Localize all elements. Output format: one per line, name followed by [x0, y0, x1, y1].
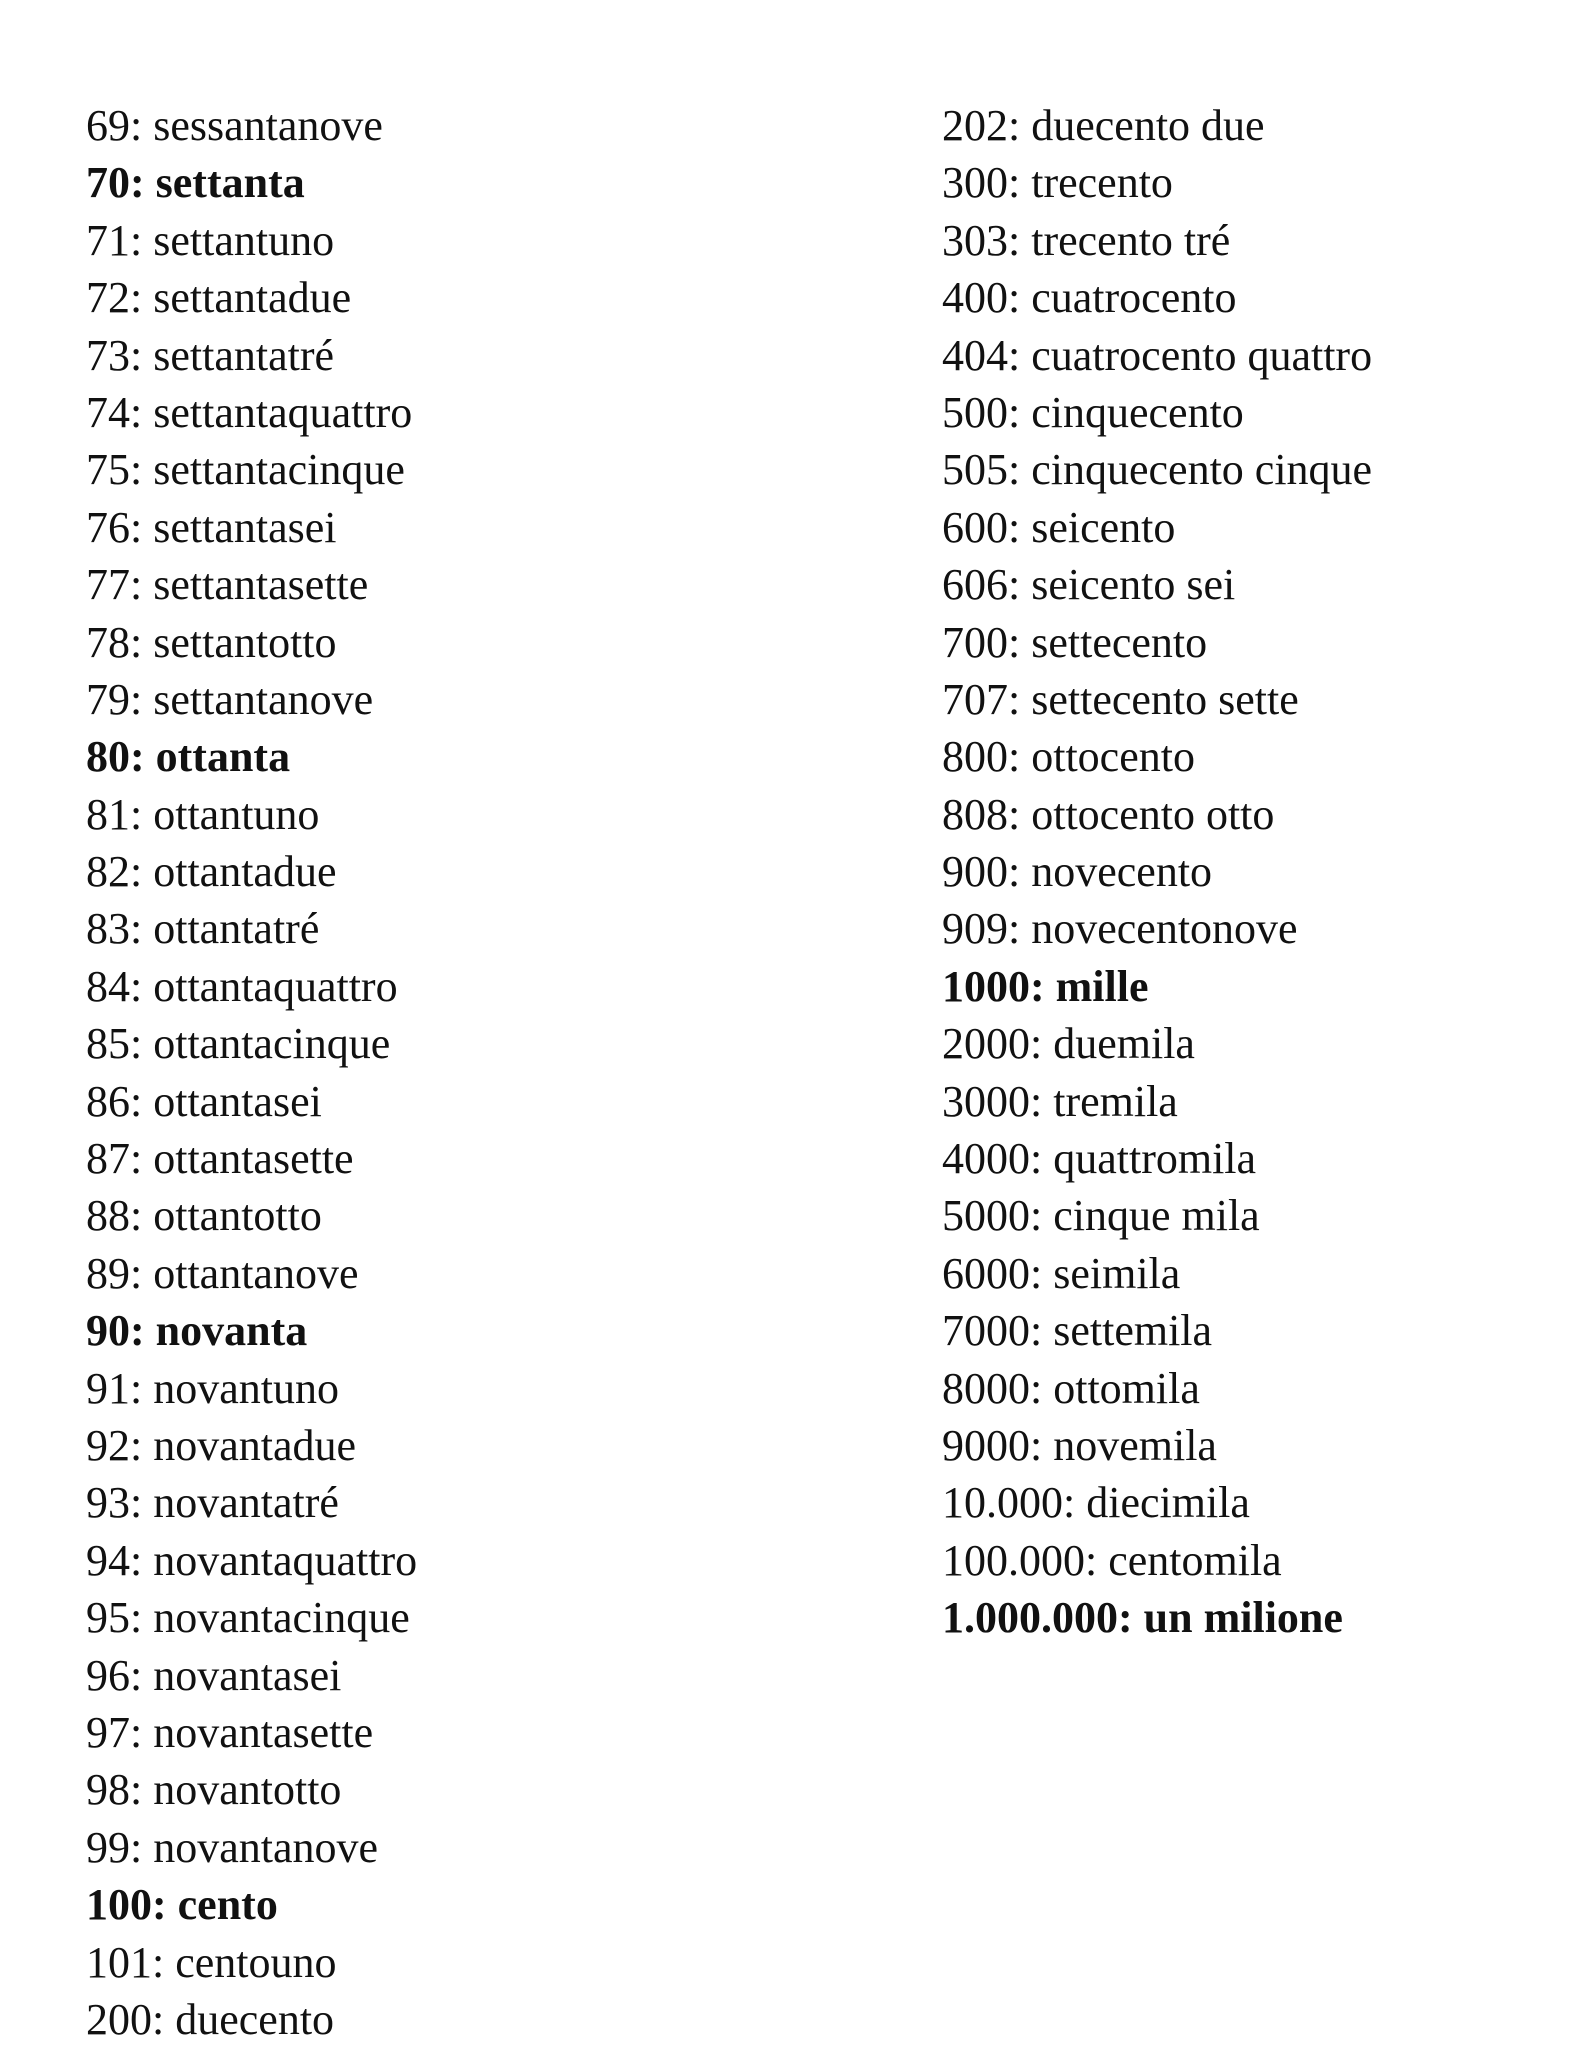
- number-entry: 200: duecento: [86, 1994, 335, 2044]
- number-entry: 909: novecentonove: [942, 904, 1298, 954]
- number-entry: 82: ottantadue: [86, 847, 337, 897]
- number-entry: 700: settecento: [942, 617, 1208, 667]
- number-entry: 2000: duemila: [942, 1019, 1195, 1069]
- number-heading-entry: 90: novanta: [86, 1306, 308, 1356]
- number-entry: 400: cuatrocento: [942, 273, 1237, 323]
- number-entry: 92: novantadue: [86, 1420, 357, 1470]
- number-entry: 800: ottocento: [942, 732, 1195, 782]
- right-number-column: [942, 97, 1372, 1647]
- number-entry: 83: ottantatré: [86, 904, 320, 954]
- number-entry: 71: settantuno: [86, 215, 335, 265]
- number-entry: 98: novantotto: [86, 1765, 342, 1815]
- number-entry: 85: ottantacinque: [86, 1019, 391, 1069]
- number-entry: 600: seicento: [942, 502, 1176, 552]
- number-entry: 500: cinquecento: [942, 387, 1244, 437]
- number-entry: 73: settantatré: [86, 330, 335, 380]
- number-entry: 202: duecento due: [942, 101, 1265, 150]
- number-heading-entry: 100: cento: [86, 1880, 278, 1930]
- number-entry: 69: sessantanove: [86, 101, 383, 150]
- number-entry: 303: trecento tré: [942, 215, 1231, 265]
- number-entry: 300: trecento: [942, 158, 1173, 208]
- number-entry: 75: settantacinque: [86, 445, 405, 495]
- number-entry: 505: cinquecento cinque: [942, 445, 1373, 495]
- number-entry: 77: settantasette: [86, 560, 369, 610]
- number-heading-entry: 1.000.000: un milione: [942, 1593, 1343, 1643]
- number-entry: 101: centouno: [86, 1937, 337, 1987]
- number-entry: 86: ottantasei: [86, 1076, 322, 1126]
- number-entry: 707: settecento sette: [942, 674, 1299, 724]
- number-entry: 100.000: centomila: [942, 1535, 1282, 1585]
- number-entry: 6000: seimila: [942, 1248, 1181, 1298]
- number-entry: 87: ottantasette: [86, 1134, 354, 1184]
- number-entry: 3000: tremila: [942, 1076, 1178, 1126]
- number-entry: 404: cuatrocento quattro: [942, 330, 1373, 380]
- left-number-column: [86, 97, 417, 2048]
- number-entry: 84: ottantaquattro: [86, 961, 398, 1011]
- number-entry: 88: ottantotto: [86, 1191, 322, 1241]
- number-entry: 606: seicento sei: [942, 560, 1236, 610]
- number-entry: 4000: quattromila: [942, 1134, 1257, 1184]
- number-entry: 89: ottantanove: [86, 1248, 359, 1298]
- number-entry: 95: novantacinque: [86, 1593, 410, 1643]
- number-entry: 79: settantanove: [86, 674, 374, 724]
- number-entry: 9000: novemila: [942, 1420, 1217, 1470]
- number-entry: 81: ottantuno: [86, 789, 320, 839]
- number-entry: 72: settantadue: [86, 273, 352, 323]
- number-entry: 7000: settemila: [942, 1306, 1213, 1356]
- number-heading-entry: 70: settanta: [86, 158, 305, 208]
- number-entry: 76: settantasei: [86, 502, 337, 552]
- number-entry: 74: settantaquattro: [86, 387, 413, 437]
- number-entry: 94: novantaquattro: [86, 1535, 418, 1585]
- number-entry: 97: novantasette: [86, 1707, 374, 1757]
- number-entry: 93: novantatré: [86, 1478, 339, 1528]
- number-entry: 8000: ottomila: [942, 1363, 1200, 1413]
- number-heading-entry: 1000: mille: [942, 961, 1149, 1011]
- number-entry: 5000: cinque mila: [942, 1191, 1260, 1241]
- number-entry: 96: novantasei: [86, 1650, 342, 1700]
- number-entry: 78: settantotto: [86, 617, 337, 667]
- number-entry: 91: novantuno: [86, 1363, 339, 1413]
- number-entry: 900: novecento: [942, 847, 1213, 897]
- number-entry: 808: ottocento otto: [942, 789, 1275, 839]
- number-entry: 99: novantanove: [86, 1822, 379, 1872]
- number-entry: 10.000: diecimila: [942, 1478, 1250, 1528]
- number-heading-entry: 80: ottanta: [86, 732, 291, 782]
